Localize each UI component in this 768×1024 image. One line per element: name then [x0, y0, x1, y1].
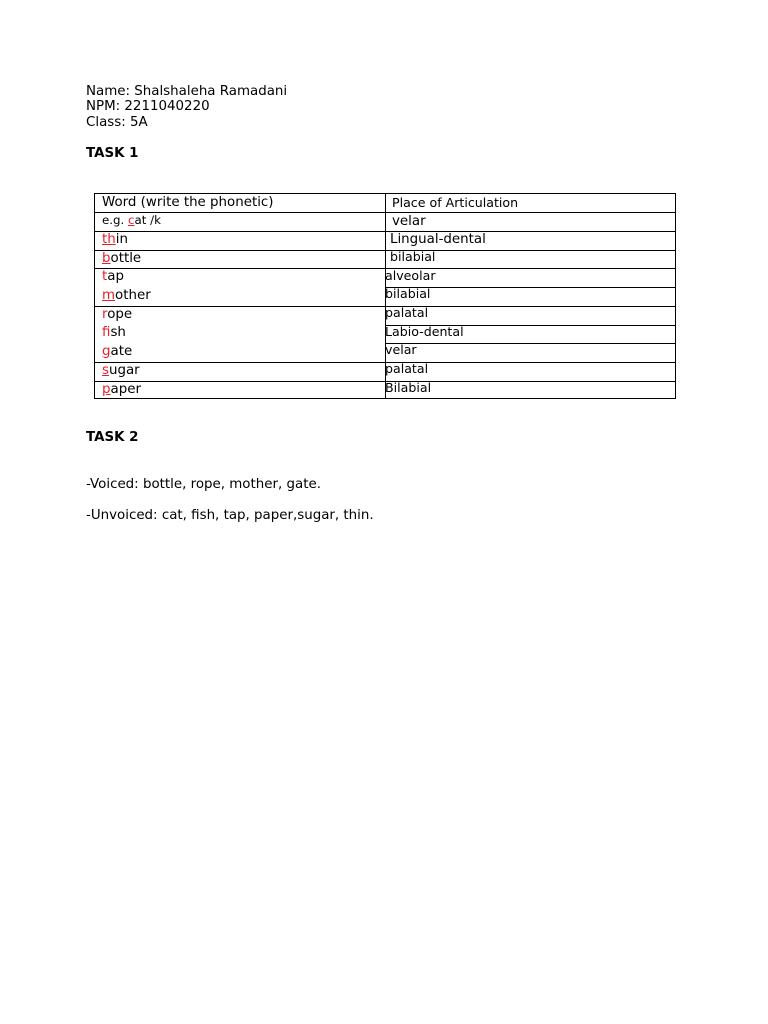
example-word	[102, 215, 161, 227]
word-mark: t	[102, 269, 108, 284]
articulation-table	[94, 193, 676, 399]
example-prefix: e.g.	[102, 213, 128, 227]
header-word: Word (write the phonetic)	[102, 195, 274, 210]
word-gate	[102, 345, 132, 358]
place-tap: alveolar	[385, 268, 436, 283]
word-paper	[102, 383, 141, 396]
place-fish: Labio-dental	[385, 324, 464, 339]
word-rope	[102, 308, 132, 321]
example-mark: c	[128, 213, 135, 227]
place-sugar: palatal	[385, 361, 429, 376]
table-rule	[95, 231, 675, 232]
word-thin	[102, 233, 128, 246]
student-class: Class: 5A	[86, 115, 148, 130]
word-rest: ugar	[108, 363, 140, 378]
example-place: velar	[392, 214, 426, 229]
word-mark: g	[102, 344, 111, 359]
word-mark: f	[102, 325, 111, 340]
table-rule	[95, 212, 675, 213]
word-mother	[102, 289, 151, 302]
word-sugar	[102, 364, 140, 377]
header-place: Place of Articulation	[392, 195, 519, 210]
word-rest: ish	[110, 325, 126, 340]
word-fish	[102, 326, 126, 339]
place-rope: palatal	[385, 305, 429, 320]
task2-heading: TASK 2	[86, 430, 139, 445]
word-rest: ap	[107, 269, 124, 284]
word-mark: s	[102, 363, 109, 378]
word-rest: aper	[110, 382, 141, 397]
word-rest: ottle	[110, 251, 142, 266]
voiced-list: -Voiced: bottle, rope, mother, gate.	[86, 477, 321, 492]
place-paper: Bilabial	[385, 380, 432, 395]
word-mark: th	[102, 232, 116, 247]
unvoiced-list: -Unvoiced: cat, fish, tap, paper,sugar, thin.	[86, 508, 374, 523]
word-mark: m	[102, 288, 116, 303]
table-rule	[385, 343, 675, 344]
word-tap	[102, 270, 124, 283]
word-rest: ope	[107, 307, 133, 322]
student-name: Name: Shalshaleha Ramadani	[86, 84, 288, 99]
task1-heading: TASK 1	[86, 146, 139, 161]
place-gate: velar	[385, 342, 417, 357]
word-rest: in	[115, 232, 128, 247]
table-rule	[95, 250, 675, 251]
place-bottle: bilabial	[390, 249, 436, 264]
word-rest: other	[115, 288, 151, 303]
word-mark: r	[102, 307, 108, 322]
place-thin: Lingual-dental	[390, 232, 486, 247]
student-npm: NPM: 2211040220	[86, 99, 210, 114]
word-rest: ate	[110, 344, 133, 359]
example-rest: at /k	[134, 213, 161, 227]
word-mark: b	[102, 251, 111, 266]
word-bottle	[102, 252, 141, 265]
word-mark: p	[102, 382, 111, 397]
place-mother: bilabial	[385, 286, 431, 301]
